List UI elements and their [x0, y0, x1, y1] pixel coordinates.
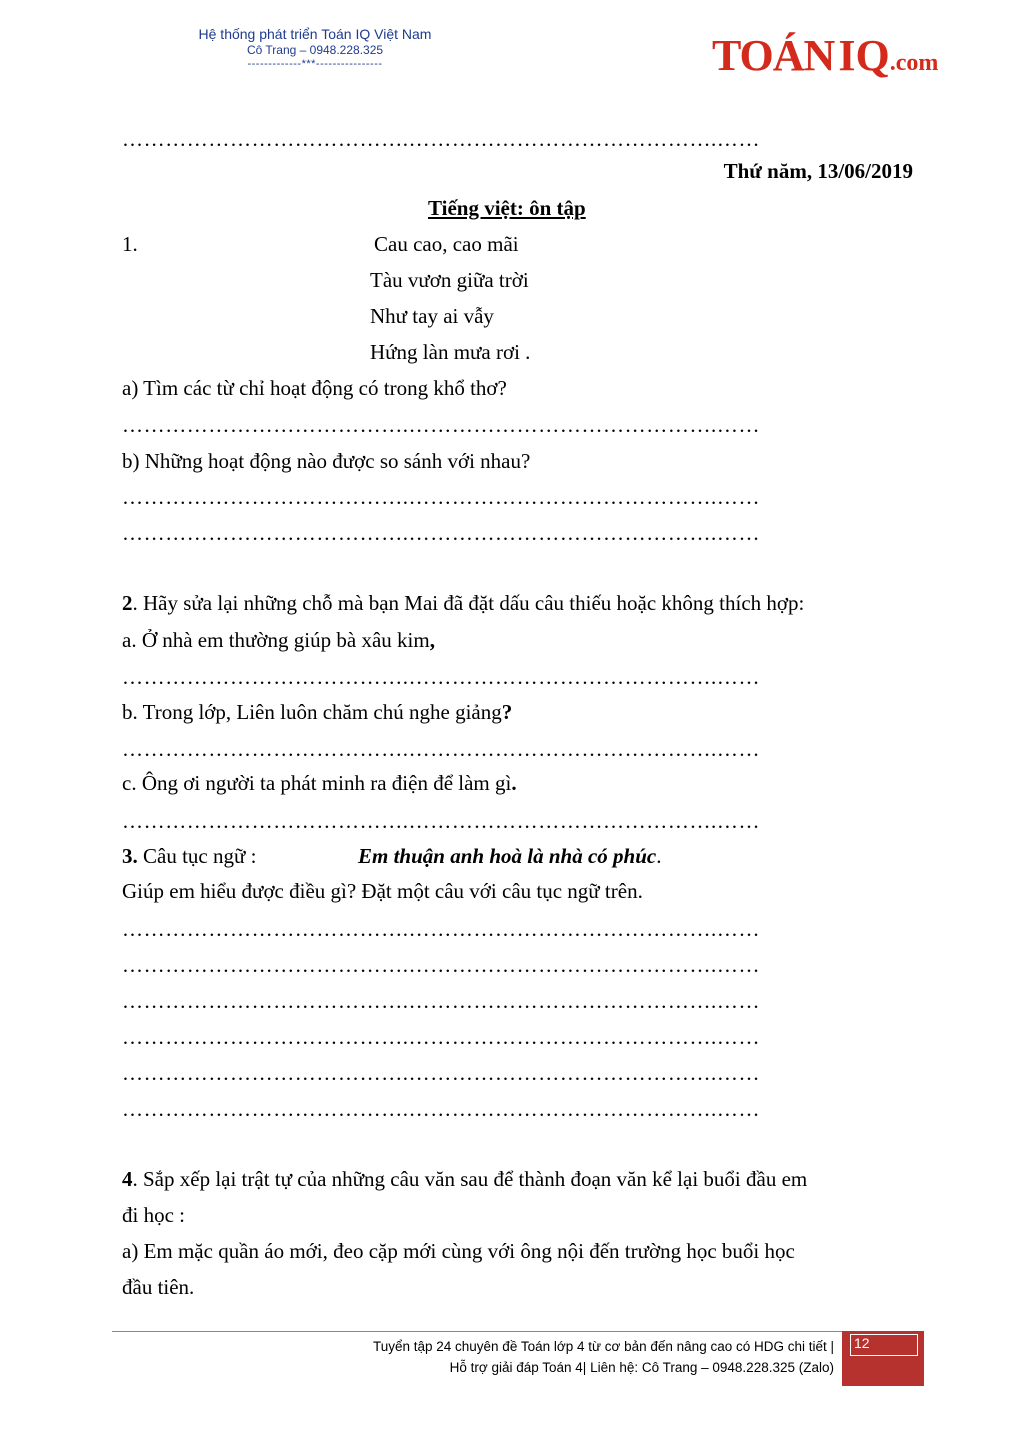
page-number-box: [842, 1331, 924, 1386]
answer-line: ………………………………….…………………………………….……: [122, 414, 761, 436]
logo-toan: TOÁN: [712, 31, 835, 80]
header-org-block: [150, 26, 480, 71]
q4-number: 4: [122, 1167, 133, 1191]
q2-c: [122, 770, 517, 796]
q4-text-1: . Sắp xếp lại trật tự của những câu văn sau để thành đoạn văn kể lại buổi đầu em: [132, 1167, 808, 1191]
q2-b-punct: ?: [501, 700, 513, 724]
q2-b: [122, 699, 512, 725]
date-line: Thứ năm, 13/06/2019: [723, 159, 913, 183]
logo-com: .com: [889, 50, 939, 76]
q1-number: 1.: [122, 232, 138, 256]
footer-text: [373, 1336, 834, 1378]
page-title: Tiếng việt: ôn tập: [428, 196, 586, 220]
q4-prompt-1: [122, 1166, 807, 1192]
q1-a: a) Tìm các từ chỉ hoạt động có trong khổ thơ?: [122, 376, 507, 400]
q4-a-line-2: đầu tiên.: [122, 1275, 195, 1299]
q2-a-text: a. Ở nhà em thường giúp bà xâu kim: [122, 628, 430, 652]
answer-line: ………………………………….…………………………………….……: [122, 1026, 761, 1048]
q3-proverb-end: .: [656, 844, 662, 868]
header-org: Hệ thống phát triển Toán IQ Việt Nam: [198, 26, 432, 42]
answer-line: ………………………………….…………………………………….……: [122, 1062, 761, 1084]
logo-iq: IQ: [838, 31, 890, 80]
footer-line-1: Tuyển tập 24 chuyên đề Toán lớp 4 từ cơ bản đến nâng cao có HDG chi tiết |: [372, 1339, 834, 1354]
answer-line: ………………………………….…………………………………….……: [122, 1098, 761, 1120]
poem-line-4: Hứng làn mưa rơi .: [370, 340, 531, 364]
q4-prompt-2: đi học :: [122, 1203, 185, 1227]
q3-prompt: [122, 843, 256, 869]
q4-a-line-1: a) Em mặc quần áo mới, đeo cặp mới cùng với ông nội đến trường học buổi học: [122, 1239, 795, 1263]
footer-line-2: Hỗ trợ giải đáp Toán 4| Liên hệ: Cô Trang – 0948.228.325 (Zalo): [449, 1360, 834, 1375]
page-number: 12: [854, 1335, 870, 1351]
answer-line: ………………………………….…………………………………….……: [122, 954, 761, 976]
q3-label: Câu tục ngữ :: [137, 844, 257, 868]
answer-line: ………………………………….…………………………………….……: [122, 810, 761, 832]
q2-a: [122, 627, 435, 653]
poem-line-1: Cau cao, cao mãi: [374, 232, 519, 256]
header-divider: -------------***----------------: [247, 58, 383, 70]
q1-b: b) Những hoạt động nào được so sánh với nhau?: [122, 449, 531, 473]
header-contact: Cô Trang – 0948.228.325: [246, 43, 384, 57]
answer-line: ………………………………….…………………………………….……: [122, 990, 761, 1012]
answer-line: ………………………………….…………………………………….……: [122, 522, 761, 544]
poem-line-3: Như tay ai vẫy: [370, 304, 494, 328]
q2-text: . Hãy sửa lại những chỗ mà bạn Mai đã đặt dấu câu thiếu hoặc không thích hợp:: [132, 591, 805, 615]
toan-iq-logo: [712, 30, 938, 86]
q2-c-punct: .: [511, 771, 517, 795]
q3-number: 3.: [122, 844, 138, 868]
q2-prompt: [122, 590, 804, 616]
q2-number: 2: [122, 591, 133, 615]
q2-a-punct: ,: [429, 628, 435, 652]
q3-proverb: [358, 843, 661, 869]
footer-rule: [112, 1331, 842, 1332]
q2-c-text: c. Ông ơi người ta phát minh ra điện để làm gì: [122, 771, 512, 795]
answer-line: ………………………………….…………………………………….……: [122, 666, 761, 688]
answer-line: ………………………………….…………………………………….……: [122, 486, 761, 508]
answer-line: ………………………………….…………………………………….……: [122, 918, 761, 940]
answer-line: ………………………………….…………………………………….……: [122, 738, 761, 760]
q2-b-text: b. Trong lớp, Liên luôn chăm chú nghe giảng: [122, 700, 502, 724]
answer-line: ………………………………….…………………………………….……: [122, 128, 761, 150]
poem-line-2: Tàu vươn giữa trời: [370, 268, 529, 292]
q3-question: Giúp em hiểu được điều gì? Đặt một câu với câu tục ngữ trên.: [122, 879, 643, 903]
q3-proverb-text: Em thuận anh hoà là nhà có phúc: [358, 844, 657, 868]
